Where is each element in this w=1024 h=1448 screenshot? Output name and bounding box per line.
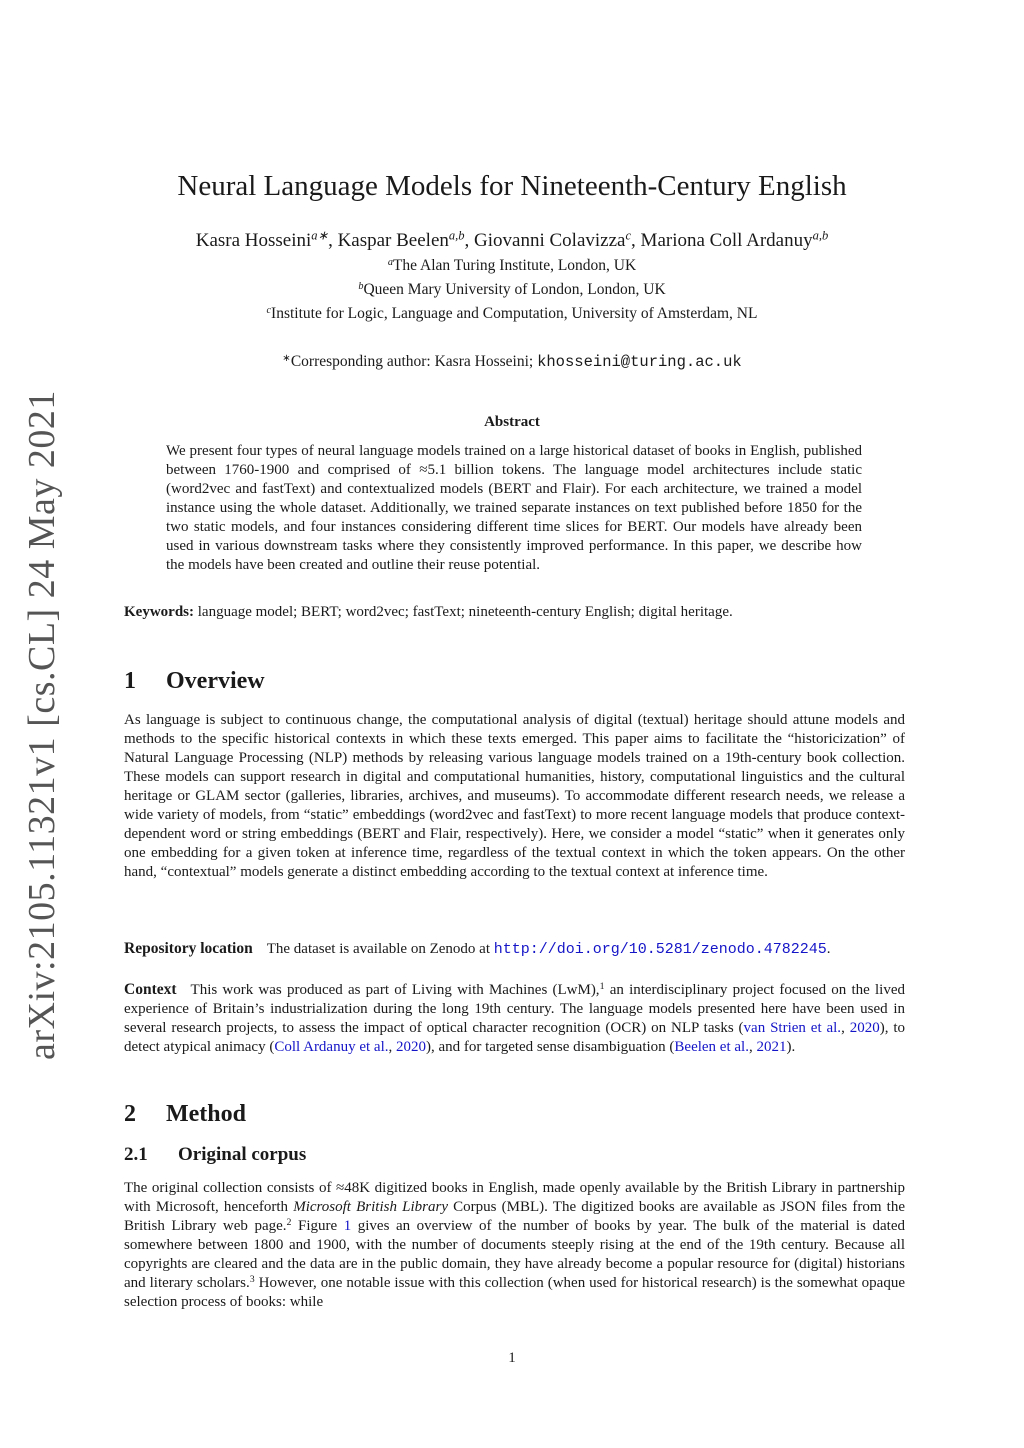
citation-link[interactable]: Beelen et al. <box>674 1039 749 1055</box>
citation-link[interactable]: Coll Ardanuy et al. <box>274 1039 389 1055</box>
abstract-heading: Abstract <box>484 414 540 430</box>
figure-ref-link[interactable]: 1 <box>343 1218 352 1234</box>
paper-title: Neural Language Models for Nineteenth-Century English <box>177 170 847 202</box>
footnote-ref[interactable]: 2 <box>286 1217 292 1229</box>
context-paragraph: Context This work was produced as part of Living with Machines (LwM),$^1$ an interdisciplinary project focused on the lived experience of Britain’s industrialization during the long 19th century. The language models presented here have been used in several research projects, to assess the impact of optical character recognition (OCR) on NLP tasks (van Strien et al., 2020), to detect atypical animacy (Coll Ardanuy et al., 2020), and for targeted sense disambiguation (Beelen et al., 2021). <box>124 981 905 1055</box>
footnote-ref[interactable]: 1 <box>599 981 605 993</box>
citation-year-link[interactable]: 2021 <box>756 1039 787 1055</box>
author-name: Giovanni Colavizza <box>474 230 626 251</box>
zenodo-link[interactable]: http://doi.org/10.5281/zenodo.4782245 <box>493 941 827 958</box>
citation-year-link[interactable]: 2020 <box>849 1020 880 1036</box>
author-name: Kasra Hosseini <box>195 230 312 251</box>
abstract-body: We present four types of neural language models trained on a large historical dataset of books in English, published between 1760-1900 and comprised of ≈5.1 billion tokens. The language model architectures include static (word2vec and fastText) and contextualized models (BERT and Flair). For each architecture, we trained a model instance using the whole dataset. Additionally, we trained separate instances on text published before 1850 for the two static models, and four instances considering different time slices for BERT. Our models have already been used in various downstream tasks where they consistently improved performance. In this paper, we describe how the models have been created and outline their reuse potential. <box>166 443 862 573</box>
author-affiliation-mark: c <box>625 228 632 243</box>
section-heading-method: 2 Method <box>124 1101 246 1127</box>
page-number: 1 <box>508 1350 516 1366</box>
original-corpus-paragraph: The original collection consists of ≈48K digitized books in English, made openly available by the British Library in partnership with Microsoft, henceforth Microsoft British Library Corpus (MBL). The digitized books are available as JSON files from the British Library web page.$^2$ Figure 1 gives an overview of the number of books by year. The bulk of the material is dated somewhere between 1800 and 1900, with the number of documents steeply rising at the end of the 19th century. Because all copyrights are cleared and the data are in the public domain, they have already become a popular resource for (digital) historians and literary scholars.$^3$ However, one notable issue with this collection (when used for historical research) is the somewhat opaque selection process of books: while <box>124 1180 906 1310</box>
affiliation-b: $^b$Queen Mary University of London, London, UK <box>358 280 666 298</box>
section-heading-overview: 1 Overview <box>124 668 265 694</box>
arxiv-identifier: arXiv:2105.11321v1 [cs.CL] 24 May 2021 <box>21 390 63 1060</box>
context-label: Context <box>124 981 177 998</box>
citation-link[interactable]: van Strien et al. <box>743 1020 842 1036</box>
author-name: Mariona Coll Ardanuy <box>640 230 813 251</box>
subsection-heading-original-corpus: 2.1 Original corpus <box>124 1144 307 1165</box>
repository-label: Repository location <box>124 940 253 957</box>
author-affiliation-mark: a∗ <box>311 228 329 243</box>
keywords-label: Keywords: <box>124 604 194 620</box>
author-affiliation-mark: a,b <box>448 228 465 243</box>
repository-location: Repository location The dataset is available on Zenodo at http://doi.org/10.5281/zenodo.4782245. <box>124 940 831 958</box>
citation-year-link[interactable]: 2020 <box>396 1039 426 1055</box>
footnote-ref[interactable]: 3 <box>249 1274 255 1286</box>
affiliation-a: $^a$The Alan Turing Institute, London, UK <box>387 256 637 274</box>
corresponding-author: ∗Corresponding author: Kasra Hosseini; khosseini@turing.ac.uk <box>282 352 742 371</box>
overview-paragraph: As language is subject to continuous change, the computational analysis of digital (textual) heritage should attune models and methods to the specific historical contexts in which these texts emerged. This paper aims to facilitate the “historicization” of Natural Language Processing (NLP) methods by releasing various language models trained on a 19th-century book collection. These models can support research in digital and computational humanities, history, computational linguistics and the cultural heritage or GLAM sector (galleries, libraries, archives, and museums). To accommodate different research needs, we release a wide variety of models, from “static” embeddings (word2vec and fastText) to more recent language models that produce context-dependent word or string embeddings (BERT and Flair, respectively). Here, we consider a model “static” when it generates only one embedding for a given token at inference time, regardless of the textual context in which the token appears. On the other hand, “contextual” models generate a distinct embedding according to the textual context at inference time. <box>124 712 905 880</box>
author-list: Kasra Hosseini$^{a∗}$, Kaspar Beelen$^{a,b}$, Giovanni Colavizza$^c$, Mariona Coll Ardanuy$^{a,b}$ <box>195 228 829 251</box>
author-affiliation-mark: a,b <box>812 228 829 243</box>
affiliation-c: $^c$Institute for Logic, Language and Computation, University of Amsterdam, NL <box>266 304 758 322</box>
author-name: Kaspar Beelen <box>337 230 449 251</box>
keywords-text: language model; BERT; word2vec; fastText; nineteenth-century English; digital heritage. <box>197 604 733 620</box>
keywords <box>124 603 905 622</box>
corresponding-email-link[interactable]: khosseini@turing.ac.uk <box>537 353 742 371</box>
